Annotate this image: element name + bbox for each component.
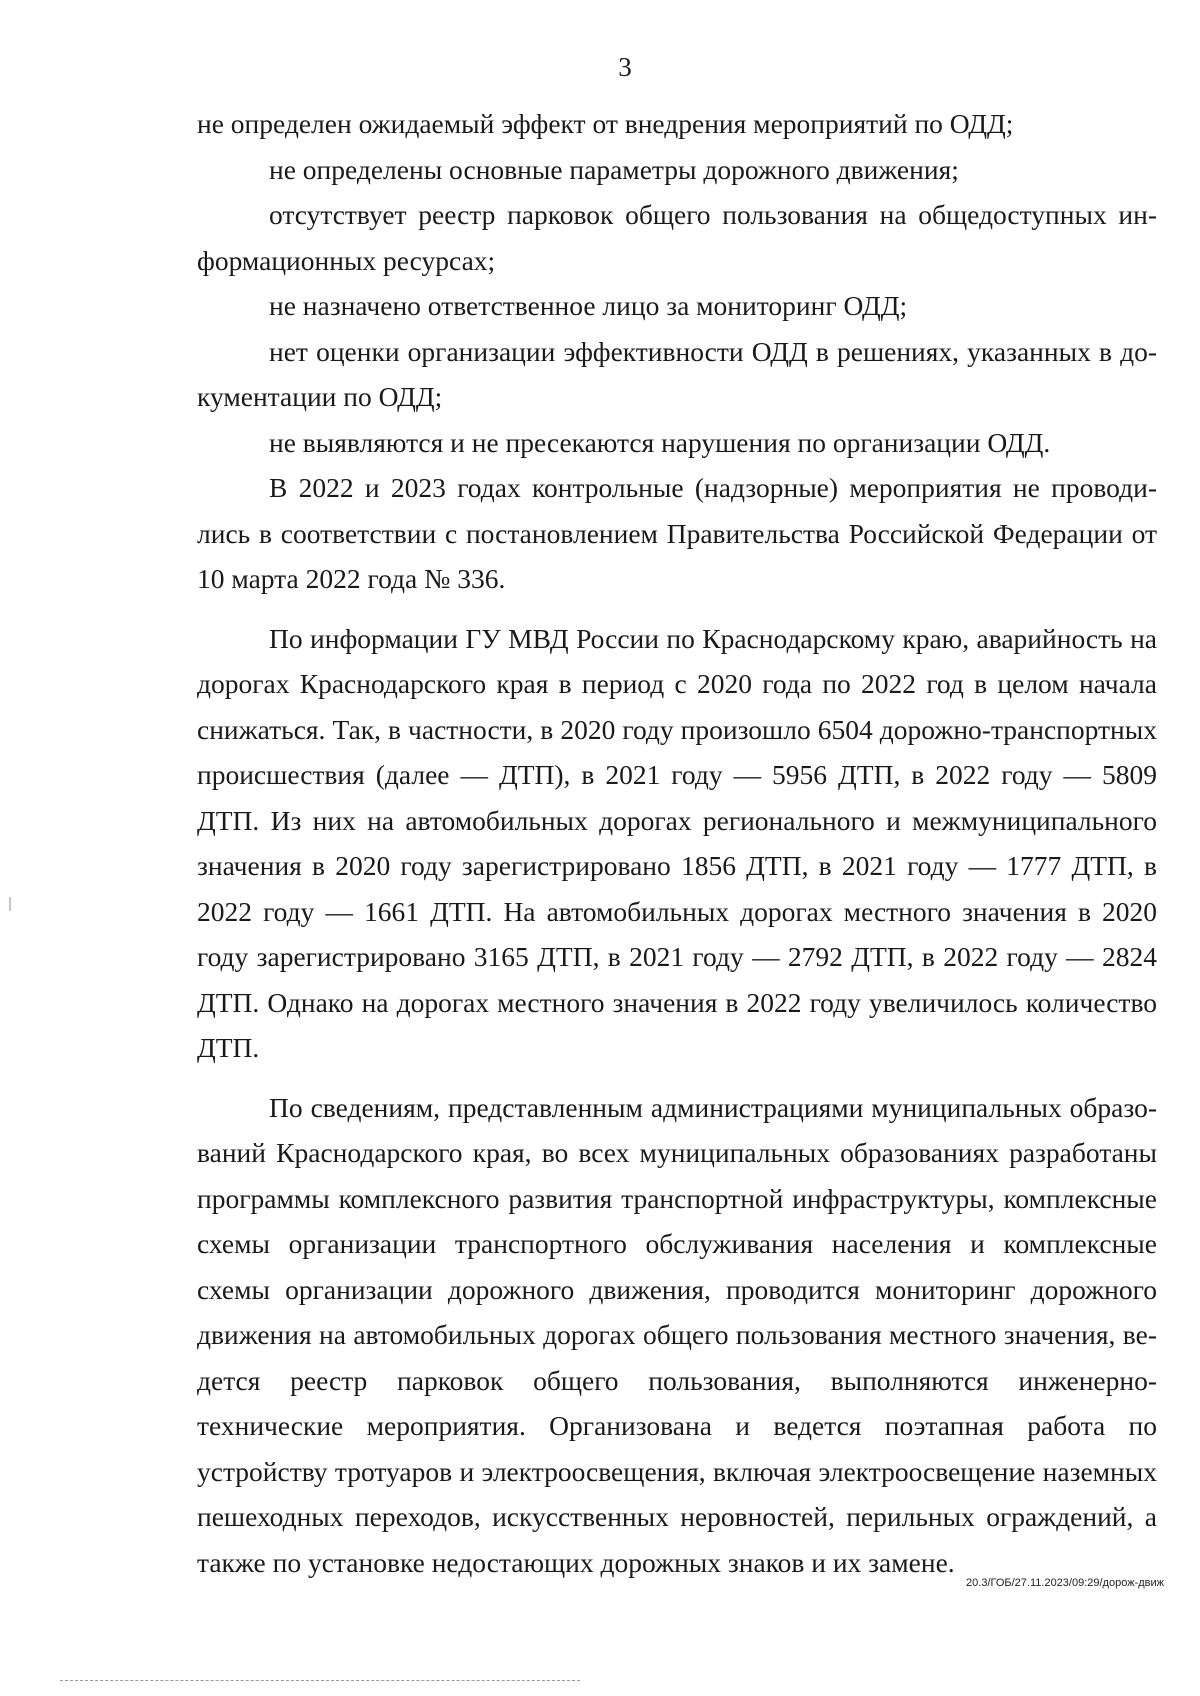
scan-artifact-mark xyxy=(9,897,11,911)
page-number: 3 xyxy=(618,52,632,82)
document-body xyxy=(197,101,1157,1585)
list-item-expected-effect: не определен ожидаемый эффект от внедрения мероприятий по ОДД; xyxy=(197,108,1014,139)
list-item-violations: не выявляются и не пресекаются нарушения по организации ОДД. xyxy=(269,426,1051,458)
scan-artifact-line xyxy=(60,1680,580,1681)
list-item-parking-registry: отсутствует реестр парковок общего пользования на общедоступных информационных ресурсах; xyxy=(197,199,1157,276)
paragraph-accident-statistics: По информации ГУ МВД России по Краснодарскому краю, аварийность на дорогах Краснодарского края в период с 2020 года по 2022 год в целом начала снижаться. Так, в частности, в 2020 году произошло 6504 дорожно-транспортных происшествия (далее — ДТП), в 2021 году — 5956 ДТП, в 2022 году — 5809 ДТП. Из них на автомобильных дорогах регионального и межмуниципального значения в 2020 году зарегистрировано 1856 ДТП, в 2021 году — 1777 ДТП, в 2022 году — 1661 ДТП. На автомобильных дорогах местного значения в 2020 году зарегистрировано 3165 ДТП, в 2021 году — 2792 ДТП, в 2022 году — 2824 ДТП. Однако на дорогах местного значения в 2022 году увеличилось количество ДТП. xyxy=(197,622,1157,1063)
document-footer-code: 20.3/ГОБ/27.11.2023/09:29/дорож-движ xyxy=(966,1577,1164,1589)
list-item-responsible-person: не назначено ответственное лицо за мониторинг ОДД; xyxy=(269,290,908,321)
paragraph-inspections: В 2022 и 2023 годах контрольные (надзорные) мероприятия не проводились в соответствии с постановлением Правительства Российской Федерации от 10 марта 2022 года № 336. xyxy=(197,472,1157,594)
list-item-efficiency-assessment: нет оценки организации эффективности ОДД в решениях, указанных в документации по ОДД; xyxy=(197,335,1157,412)
list-item-traffic-parameters: не определены основные параметры дорожного движения; xyxy=(269,153,959,185)
paragraph-municipal-measures: По сведениям, представленным администрациями муниципальных образований Краснодарского края, во всех муниципальных образованиях разработаны программы комплексного развития транспортной инфраструктуры, комплексные схемы организации транспортного обслуживания населения и комплексные схемы организации дорожного движения, проводится мониторинг дорожного движения на автомобильных дорогах общего пользования местного значения, ведется реестр парковок общего пользования, выполняются инженерно-технические мероприятия. Организована и ведется поэтапная работа по устройству тротуаров и электроосвещения, включая электроосвещение наземных пешеходных переходов, искусственных неровностей, перильных ограждений, а также по установке недостающих дорожных знаков и их замене. xyxy=(197,1091,1157,1578)
